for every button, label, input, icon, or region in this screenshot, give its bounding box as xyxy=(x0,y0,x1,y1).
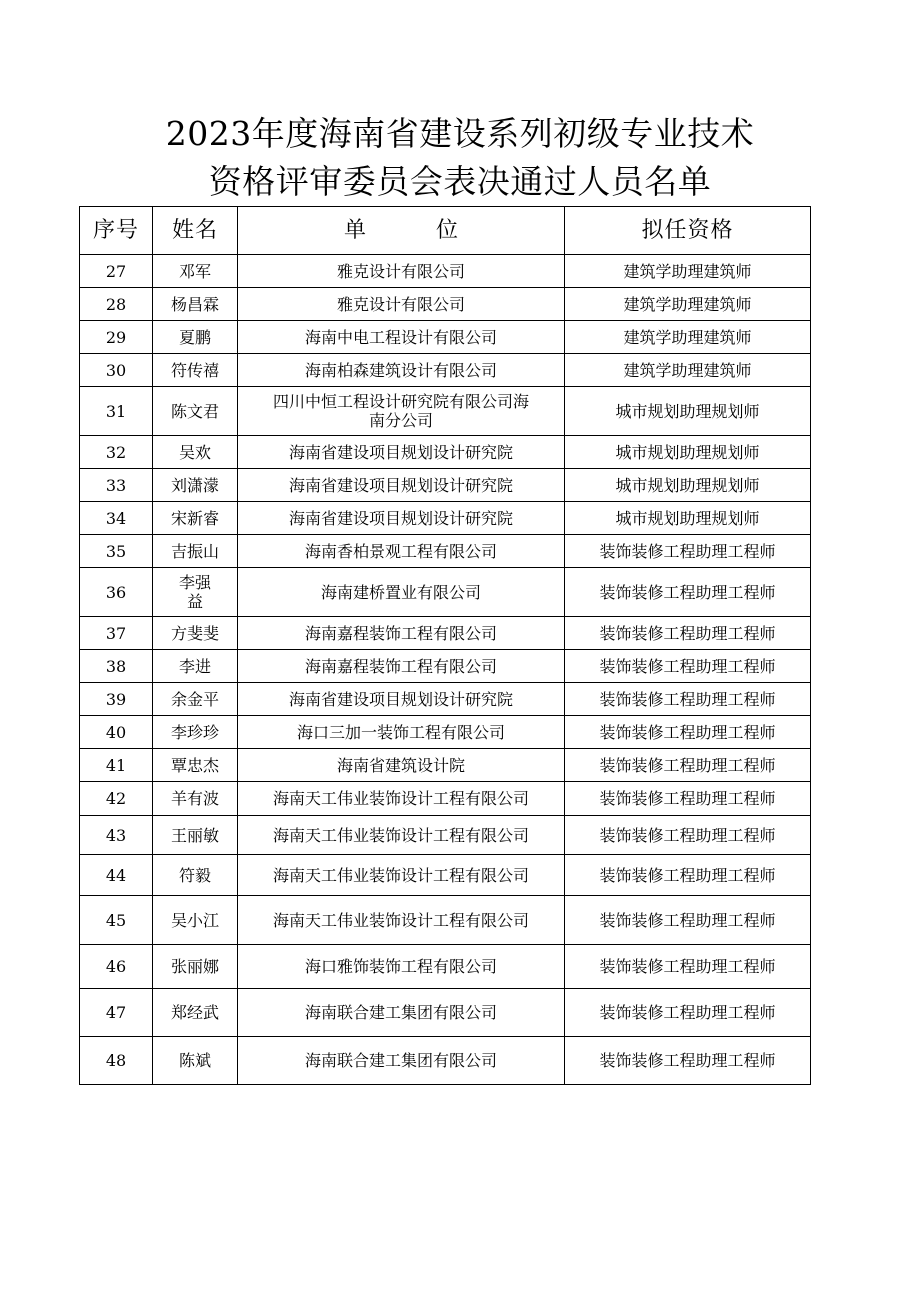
cell-qualification: 装饰装修工程助理工程师 xyxy=(565,617,811,650)
table-row xyxy=(80,716,811,749)
cell-qualification: 装饰装修工程助理工程师 xyxy=(565,716,811,749)
header-qualification: 拟任资格 xyxy=(565,207,811,255)
document-title-line-1: 2023年度海南省建设系列初级专业技术 xyxy=(165,114,755,153)
cell-name-line-2: 益 xyxy=(186,592,203,611)
cell-name: 王丽敏 xyxy=(153,816,238,855)
cell-qualification: 建筑学助理建筑师 xyxy=(565,321,811,354)
cell-seq: 28 xyxy=(80,288,153,321)
cell-qualification: 装饰装修工程助理工程师 xyxy=(565,683,811,716)
cell-name: 吴小江 xyxy=(153,896,238,945)
cell-name: 杨昌霖 xyxy=(153,288,238,321)
cell-seq: 29 xyxy=(80,321,153,354)
cell-unit: 海南天工伟业装饰设计工程有限公司 xyxy=(238,816,565,855)
cell-seq: 44 xyxy=(80,855,153,896)
cell-name: 羊有波 xyxy=(153,782,238,816)
header-name: 姓名 xyxy=(153,207,238,255)
cell-unit: 海南省建筑设计院 xyxy=(238,749,565,782)
cell-unit: 海南省建设项目规划设计研究院 xyxy=(238,436,565,469)
cell-unit: 海口雅饰装饰工程有限公司 xyxy=(238,945,565,989)
cell-unit: 海南天工伟业装饰设计工程有限公司 xyxy=(238,855,565,896)
cell-name: 郑经武 xyxy=(153,989,238,1037)
cell-seq: 40 xyxy=(80,716,153,749)
table-row xyxy=(80,650,811,683)
cell-name-line-1: 李强 xyxy=(178,573,211,592)
table-row xyxy=(80,387,811,436)
cell-unit-line-1: 四川中恒工程设计研究院有限公司海 xyxy=(272,392,529,411)
cell-seq: 48 xyxy=(80,1037,153,1085)
cell-qualification: 装饰装修工程助理工程师 xyxy=(565,568,811,617)
cell-name: 符传禧 xyxy=(153,354,238,387)
cell-seq: 45 xyxy=(80,896,153,945)
cell-seq: 42 xyxy=(80,782,153,816)
cell-unit: 海南联合建工集团有限公司 xyxy=(238,1037,565,1085)
header-seq: 序号 xyxy=(80,207,153,255)
table-row xyxy=(80,288,811,321)
cell-qualification: 装饰装修工程助理工程师 xyxy=(565,1037,811,1085)
cell-qualification: 建筑学助理建筑师 xyxy=(565,255,811,288)
cell-unit: 海南省建设项目规划设计研究院 xyxy=(238,469,565,502)
cell-name: 覃忠杰 xyxy=(153,749,238,782)
cell-seq: 39 xyxy=(80,683,153,716)
table-row xyxy=(80,535,811,568)
cell-qualification: 装饰装修工程助理工程师 xyxy=(565,989,811,1037)
table-row xyxy=(80,321,811,354)
table-row xyxy=(80,469,811,502)
cell-unit: 海南柏森建筑设计有限公司 xyxy=(238,354,565,387)
cell-unit: 海南嘉程装饰工程有限公司 xyxy=(238,650,565,683)
cell-unit: 海口三加一装饰工程有限公司 xyxy=(238,716,565,749)
cell-unit: 海南香柏景观工程有限公司 xyxy=(238,535,565,568)
table-row xyxy=(80,568,811,617)
cell-seq: 35 xyxy=(80,535,153,568)
cell-seq: 34 xyxy=(80,502,153,535)
table-row xyxy=(80,502,811,535)
cell-name: 符毅 xyxy=(153,855,238,896)
header-unit-char-2: 位 xyxy=(436,218,459,243)
cell-name: 李珍珍 xyxy=(153,716,238,749)
cell-unit: 海南中电工程设计有限公司 xyxy=(238,321,565,354)
cell-name: 夏鹏 xyxy=(153,321,238,354)
cell-unit: 海南天工伟业装饰设计工程有限公司 xyxy=(238,896,565,945)
cell-name: 吉振山 xyxy=(153,535,238,568)
table-row xyxy=(80,945,811,989)
cell-name: 吴欢 xyxy=(153,436,238,469)
cell-qualification: 城市规划助理规划师 xyxy=(565,502,811,535)
cell-qualification: 城市规划助理规划师 xyxy=(565,436,811,469)
cell-seq: 41 xyxy=(80,749,153,782)
cell-seq: 47 xyxy=(80,989,153,1037)
cell-qualification: 城市规划助理规划师 xyxy=(565,469,811,502)
cell-seq: 32 xyxy=(80,436,153,469)
cell-qualification: 装饰装修工程助理工程师 xyxy=(565,749,811,782)
header-unit-char-1: 单 xyxy=(343,218,366,243)
cell-name: 邓军 xyxy=(153,255,238,288)
cell-qualification: 装饰装修工程助理工程师 xyxy=(565,782,811,816)
cell-qualification: 装饰装修工程助理工程师 xyxy=(565,945,811,989)
header-unit xyxy=(238,207,565,255)
table-row xyxy=(80,749,811,782)
cell-unit: 海南嘉程装饰工程有限公司 xyxy=(238,617,565,650)
cell-name xyxy=(153,568,238,617)
cell-unit xyxy=(238,387,565,436)
cell-unit: 海南省建设项目规划设计研究院 xyxy=(238,502,565,535)
table-row xyxy=(80,989,811,1037)
cell-seq: 33 xyxy=(80,469,153,502)
table-row xyxy=(80,683,811,716)
cell-qualification: 装饰装修工程助理工程师 xyxy=(565,896,811,945)
document-title-line-2: 资格评审委员会表决通过人员名单 xyxy=(208,162,712,201)
cell-qualification: 装饰装修工程助理工程师 xyxy=(565,650,811,683)
cell-seq: 30 xyxy=(80,354,153,387)
cell-qualification: 装饰装修工程助理工程师 xyxy=(565,855,811,896)
cell-qualification: 建筑学助理建筑师 xyxy=(565,288,811,321)
table-row xyxy=(80,436,811,469)
cell-qualification: 城市规划助理规划师 xyxy=(565,387,811,436)
cell-name: 陈斌 xyxy=(153,1037,238,1085)
table-row xyxy=(80,354,811,387)
cell-name: 刘潇濛 xyxy=(153,469,238,502)
table-header-row xyxy=(80,207,811,255)
cell-unit: 海南建桥置业有限公司 xyxy=(238,568,565,617)
cell-unit: 雅克设计有限公司 xyxy=(238,288,565,321)
table-row xyxy=(80,816,811,855)
table-row xyxy=(80,855,811,896)
cell-unit-line-2: 南分公司 xyxy=(368,411,433,430)
table-row xyxy=(80,255,811,288)
cell-name: 方斐斐 xyxy=(153,617,238,650)
cell-name: 宋新睿 xyxy=(153,502,238,535)
cell-name: 陈文君 xyxy=(153,387,238,436)
cell-qualification: 装饰装修工程助理工程师 xyxy=(565,535,811,568)
cell-seq: 46 xyxy=(80,945,153,989)
table-row xyxy=(80,896,811,945)
cell-unit: 海南联合建工集团有限公司 xyxy=(238,989,565,1037)
cell-unit: 雅克设计有限公司 xyxy=(238,255,565,288)
cell-seq: 43 xyxy=(80,816,153,855)
cell-name: 余金平 xyxy=(153,683,238,716)
table-row xyxy=(80,617,811,650)
cell-unit: 海南省建设项目规划设计研究院 xyxy=(238,683,565,716)
cell-seq: 31 xyxy=(80,387,153,436)
table-row xyxy=(80,1037,811,1085)
personnel-table xyxy=(79,206,811,1085)
cell-unit: 海南天工伟业装饰设计工程有限公司 xyxy=(238,782,565,816)
cell-seq: 36 xyxy=(80,568,153,617)
cell-name: 李进 xyxy=(153,650,238,683)
cell-name: 张丽娜 xyxy=(153,945,238,989)
cell-seq: 38 xyxy=(80,650,153,683)
cell-seq: 37 xyxy=(80,617,153,650)
table-row xyxy=(80,782,811,816)
cell-seq: 27 xyxy=(80,255,153,288)
cell-qualification: 装饰装修工程助理工程师 xyxy=(565,816,811,855)
cell-qualification: 建筑学助理建筑师 xyxy=(565,354,811,387)
